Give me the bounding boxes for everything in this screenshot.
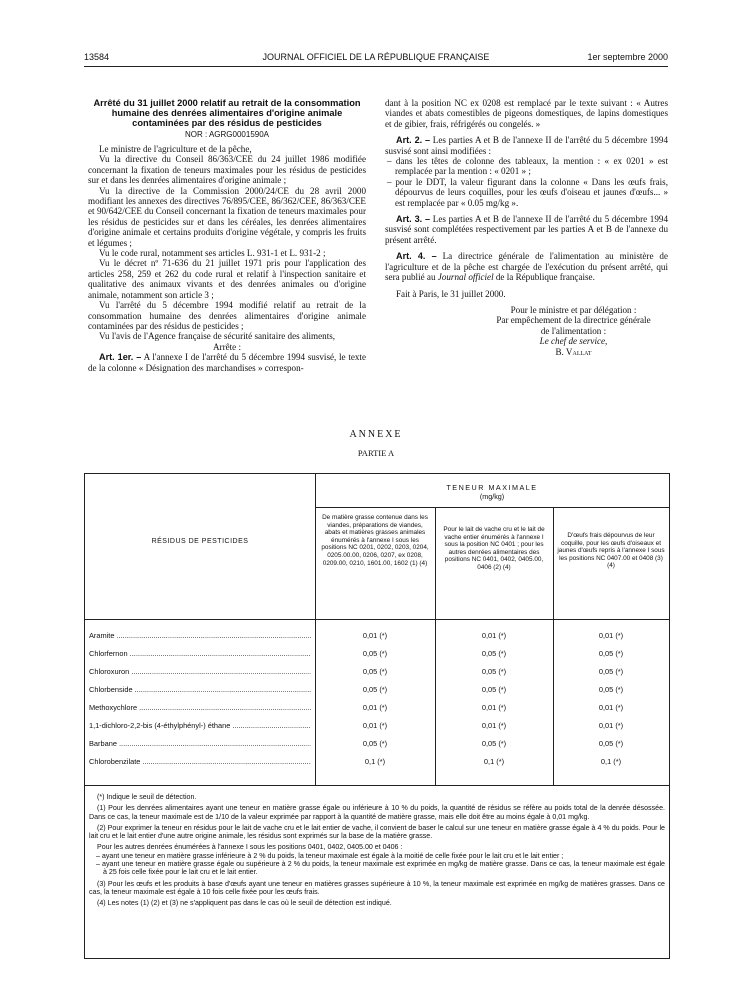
table-row bbox=[85, 721, 669, 739]
pesticide-name: Chlorbenside ..... bbox=[89, 685, 311, 694]
arrete-label: Arrête : bbox=[212, 341, 242, 352]
signature-line: Pour le ministre et par délégation : bbox=[510, 304, 637, 315]
teneur-label: TENEUR MAXIMALE bbox=[446, 483, 538, 492]
table-row bbox=[85, 757, 669, 775]
table-row bbox=[85, 703, 669, 721]
value-viandes: 0,05 (*) bbox=[362, 649, 388, 658]
article-1-continued: dant à la position NC ex 0208 est remplacé par le texte suivant : « Autres viandes et abats comestibles de pigeons domestiques, de lapins domestiques et de gibier, frais, réfrigérés ou congelés. » bbox=[385, 98, 668, 129]
value-oeufs: 0,01 (*) bbox=[598, 721, 624, 730]
article-text-end: de la République française. bbox=[493, 272, 595, 283]
pesticide-name: Chlorfernon ..... bbox=[89, 649, 311, 658]
value-oeufs: 0,1 (*) bbox=[600, 757, 622, 766]
value-lait: 0,05 (*) bbox=[481, 667, 507, 676]
nor-reference: NOR : AGRG0001590A bbox=[184, 129, 270, 139]
note-star: (*) Indique le seuil de détection. bbox=[97, 793, 197, 801]
paragraph: Vu le décret nº 71-636 du 21 juillet 1971 pris pour l'application des articles 258, 259 et 262 du code rural et relatif à l'inspection sanitaire et qualitative des animaux vivants et des denrées animales ou d'origine animale, notamment son article 3 ; bbox=[88, 258, 366, 300]
note-4: (4) Les notes (1) (2) et (3) ne s'appliquent pas dans le cas où le seuil de détection est indiqué. bbox=[97, 899, 392, 908]
pesticide-name: Chloroxuron ..... bbox=[89, 667, 311, 676]
article-4 bbox=[385, 251, 668, 282]
value-viandes: 0,01 (*) bbox=[362, 631, 388, 640]
article-label: Art. 3. – bbox=[396, 214, 431, 225]
value-lait: 0,05 (*) bbox=[481, 685, 507, 694]
value-oeufs: 0,01 (*) bbox=[598, 631, 624, 640]
article-3 bbox=[385, 214, 668, 245]
paragraph: Vu l'avis de l'Agence française de sécurité sanitaire des aliments, bbox=[99, 331, 336, 342]
note-3: (3) Pour les œufs et les produits à base d'œufs ayant une teneur en matières grasses supérieure à 10 %, la teneur maximale est exprimée en mg/kg de matières grasses. Dans ce cas, la teneur maximale est égale à 10 fois celle fixée pour les œufs frais. bbox=[89, 879, 665, 896]
paragraph: Vu l'arrêté du 5 décembre 1994 modifié relatif au retrait de la consommation humaine des denrées alimentaires d'origine animale contaminées par des résidus de pesticides ; bbox=[88, 300, 366, 331]
signature-line: Par empêchement de la directrice générale bbox=[496, 315, 651, 326]
page-header bbox=[84, 52, 668, 66]
pesticide-name: Chlorobenzilate ..... bbox=[89, 757, 311, 766]
article-text: A l'annexe I de l'arrêté du 5 décembre 1994 susvisé, le texte de la colonne « Désignation des marchandises » correspon- bbox=[88, 352, 366, 373]
table-row bbox=[85, 667, 669, 685]
value-lait: 0,05 (*) bbox=[481, 739, 507, 748]
journal-officiel-mention: Journal officiel bbox=[437, 272, 494, 283]
note-2: (2) Pour exprimer la teneur en résidus pour le lait de vache cru et le lait entier de vache, il convient de baser le calcul sur une teneur en matière grasse égale à 4 % du poids. Pour le lait cru et le lait entier d'une autre origine animale, les résidus sont exprimés sur la base de la matière grasse. bbox=[89, 823, 665, 841]
value-oeufs: 0,05 (*) bbox=[598, 685, 624, 694]
paragraph: Vu la directive de la Commission 2000/24/CE du 28 avril 2000 modifiant les annexes des directives 76/895/CEE, 86/362/CEE, 86/363/CEE et 90/642/CEE du Conseil concernant la fixation de teneurs maximales pour les résidus de pesticides sur et dans les céréales, les denrées alimentaires d'origine animale et certains produits d'origine végétale, y compris les fruits et légumes ; bbox=[88, 185, 366, 248]
arrete-title: Arrêté du 31 juillet 2000 relatif au retrait de la consommation humaine des denrées alimentaires d'origine animale contaminées par des résidus de pesticides bbox=[93, 98, 361, 129]
article-text: Les parties A et B de l'annexe II de l'arrêté du 5 décembre 1994 susvisé sont ainsi modifiées : bbox=[385, 135, 668, 156]
value-lait: 0,01 (*) bbox=[481, 703, 507, 712]
annexe-title: ANNEXE bbox=[349, 429, 403, 440]
table-row bbox=[85, 685, 669, 703]
done-at: Fait à Paris, le 31 juillet 2000. bbox=[396, 288, 506, 299]
article-2 bbox=[385, 135, 668, 156]
partie-title: PARTIE A bbox=[357, 448, 395, 458]
journal-title: JOURNAL OFFICIEL DE LA RÉPUBLIQUE FRANÇAISE bbox=[262, 52, 490, 62]
signature-block bbox=[385, 305, 668, 357]
table-row bbox=[85, 649, 669, 667]
pesticide-name: Aramite ..... bbox=[89, 631, 311, 640]
article-label: Art. 2. – bbox=[396, 135, 431, 146]
signature-line: de l'alimentation : bbox=[540, 325, 607, 336]
pesticide-name: 1,1-dichloro-2,2-bis (4-éthylphényl-) éthane ..... bbox=[89, 721, 311, 730]
article-1 bbox=[88, 352, 366, 373]
column-header-teneur bbox=[315, 483, 669, 501]
issue-date: 1er septembre 2000 bbox=[587, 52, 668, 62]
signature-line: Le chef de service, bbox=[539, 336, 608, 347]
table-body-end bbox=[85, 785, 669, 786]
note-2b-item: – ayant une teneur en matière grasse égale ou supérieure à 2 % du poids, la teneur maximale est exprimée en mg/kg de matière grasse. Dans ce cas, la teneur maximale est égale à 25 fois celle fixée pour le lait cru et le lait entier. bbox=[96, 860, 665, 877]
paragraph: Le ministre de l'agriculture et de la pêche, bbox=[99, 144, 252, 155]
table-row bbox=[85, 631, 669, 649]
value-lait: 0,1 (*) bbox=[483, 757, 505, 766]
column-divider bbox=[553, 507, 554, 619]
column-divider bbox=[435, 507, 436, 619]
pesticide-name: Methoxychlore ..... bbox=[89, 703, 311, 712]
value-viandes: 0,05 (*) bbox=[362, 685, 388, 694]
article-label: Art. 1er. – bbox=[99, 352, 142, 363]
note-2b: Pour les autres denrées énumérées à l'annexe I sous les positions 0401, 0402, 0405.00 et 0406 : bbox=[97, 843, 403, 852]
paragraph: Vu le code rural, notamment ses articles L. 931-1 et L. 931-2 ; bbox=[99, 248, 326, 259]
value-oeufs: 0,05 (*) bbox=[598, 649, 624, 658]
value-lait: 0,01 (*) bbox=[481, 631, 507, 640]
note-2b-item: – ayant une teneur en matière grasse inférieure à 2 % du poids, la teneur maximale est égale à la moitié de celle fixée pour le lait cru et le lait entier ; bbox=[96, 851, 564, 860]
signatory-name: B. Vallat bbox=[555, 346, 592, 357]
subheader-oeufs: D'œufs frais dépourvus de leur coquille, pour les œufs d'oiseaux et jaunes d'œufs repris à l'annexe I sous les positions NC 0407.00 et 0408 (3) (4) bbox=[557, 532, 665, 570]
right-column bbox=[385, 98, 668, 357]
value-viandes: 0,01 (*) bbox=[362, 703, 388, 712]
value-viandes: 0,05 (*) bbox=[362, 667, 388, 676]
list-item: – dans les têtes de colonne des tableaux, la mention : « ex 0201 » est remplacée par la mention : « 0201 » ; bbox=[387, 156, 668, 177]
value-oeufs: 0,05 (*) bbox=[598, 739, 624, 748]
header-divider bbox=[85, 619, 669, 620]
value-viandes: 0,1 (*) bbox=[364, 757, 386, 766]
value-viandes: 0,01 (*) bbox=[362, 721, 388, 730]
page-number: 13584 bbox=[84, 52, 110, 62]
pesticide-table bbox=[84, 473, 670, 959]
value-lait: 0,01 (*) bbox=[481, 721, 507, 730]
column-header-residus: RÉSIDUS DE PESTICIDES bbox=[151, 538, 249, 545]
article-label: Art. 4. – bbox=[396, 251, 437, 262]
value-viandes: 0,05 (*) bbox=[362, 739, 388, 748]
table-row bbox=[85, 739, 669, 757]
subheader-lait: Pour le lait de vache cru et le lait de vache entier énumérés à l'annexe I sous la position NC 0401 ; pour les autres denrées alimentaires des positions NC 0401, 0402, 0405.00, 0406 (2) (4) bbox=[443, 526, 545, 571]
list-item: – pour le DDT, la valeur figurant dans la colonne « Dans les œufs frais, dépourvus de leurs coquilles, pour les œufs d'oiseau et jaunes d'œufs... » est remplacée par « 0.05 mg/kg ». bbox=[387, 176, 668, 208]
value-oeufs: 0,05 (*) bbox=[598, 667, 624, 676]
subheader-viandes: De matière grasse contenue dans les viandes, préparations de viandes, abats et matières grasses animales énumérés à l'annexe I sous les positions NC 0201, 0202, 0203, 0204, 0205.00.00, 0206, 0207, ex 0208, 0209.00, 0210, 1601.00, 1602 (1) (4) bbox=[321, 514, 429, 567]
left-column bbox=[88, 98, 366, 373]
note-1: (1) Pour les denrées alimentaires ayant une teneur en matière grasse égale ou inférieure à 10 % du poids, la quantité de résidus se réfère au poids total de la denrée désossée. Dans ce cas, la teneur maximale est de 1/10 de la valeur exprimée par rapport à la quantité de matière grasse, mais elle doit être au moins égale à 0,01 mg/kg. bbox=[89, 804, 665, 821]
pesticide-name: Barbane ..... bbox=[89, 739, 311, 748]
paragraph: Vu la directive du Conseil 86/363/CEE du 24 juillet 1986 modifiée concernant la fixation de teneurs maximales pour les résidus de pesticides sur et dans les denrées alimentaires d'origine animale ; bbox=[88, 154, 366, 186]
header-divider bbox=[315, 507, 669, 508]
value-oeufs: 0,01 (*) bbox=[598, 703, 624, 712]
table-notes bbox=[89, 793, 665, 911]
article-text: La directrice générale de l'alimentation au ministère de l'agriculture et de la pêche est chargée de l'exécution du présent arrêté, qui sera publié au bbox=[385, 251, 669, 283]
article-text: Les parties A et B de l'annexe II de l'arrêté du 5 décembre 1994 susvisé sont complétées respectivement par les parties A et B de l'annexe du présent arrêté. bbox=[385, 214, 668, 245]
value-lait: 0,05 (*) bbox=[481, 649, 507, 658]
header-rule bbox=[84, 66, 668, 67]
teneur-unit: (mg/kg) bbox=[479, 492, 505, 501]
